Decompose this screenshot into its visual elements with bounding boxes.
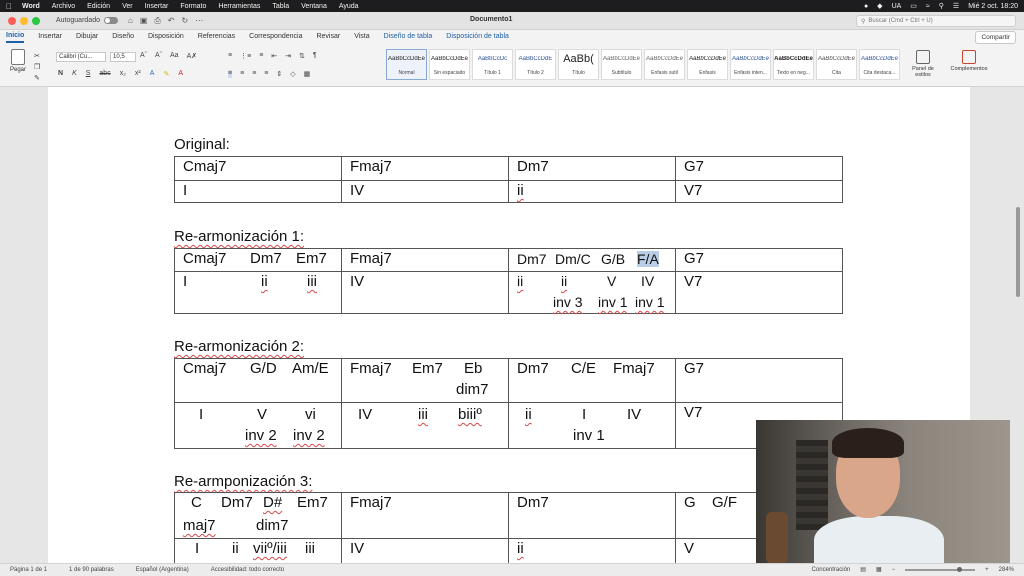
- status-bar: [0, 563, 1024, 576]
- multilevel-icon[interactable]: ≡: [259, 52, 264, 59]
- print-layout-icon[interactable]: ▤: [860, 567, 866, 573]
- style-name: Subtítulo: [611, 70, 632, 76]
- degree-label: I: [582, 406, 587, 423]
- table-cell[interactable]: [175, 249, 342, 272]
- clear-format-icon[interactable]: A✗: [186, 53, 198, 60]
- tab-disposicion[interactable]: Disposición: [148, 33, 184, 40]
- inversion-label: inv 2: [245, 427, 277, 444]
- degree-label: V: [257, 406, 268, 423]
- style-name: Énfasis inten...: [734, 70, 767, 76]
- person-shirt: [814, 516, 944, 564]
- table-cell[interactable]: G7: [676, 249, 843, 272]
- paste-button[interactable]: [6, 49, 30, 73]
- degree-label: V: [607, 273, 617, 289]
- locale-badge[interactable]: UA: [891, 2, 902, 10]
- dropbox-icon[interactable]: ◆: [877, 3, 883, 10]
- styles-gallery: [386, 49, 900, 80]
- table-cell[interactable]: IV: [342, 539, 509, 567]
- inversion-label: inv 3: [553, 294, 583, 310]
- align-center-icon[interactable]: ≡: [240, 70, 245, 77]
- chord-table-rearm-3[interactable]: [174, 492, 843, 567]
- clock[interactable]: Mié 2 oct. 18:20: [968, 2, 1018, 10]
- table-cell[interactable]: [175, 272, 342, 314]
- selected-chord-label: F/A: [637, 251, 659, 267]
- menu-ver[interactable]: Ver: [116, 2, 127, 10]
- record-icon[interactable]: ●: [863, 2, 869, 10]
- chord-label: Em7: [412, 360, 443, 377]
- style-sample: AaBbCcDdE: [518, 56, 553, 62]
- chord-label: Cmaj7: [183, 360, 227, 377]
- font-color-icon[interactable]: A: [178, 70, 183, 77]
- style-sample: AaBbCcDdEe: [645, 56, 684, 62]
- control-center-icon[interactable]: ☰: [952, 3, 960, 10]
- table-cell[interactable]: IV: [342, 181, 509, 203]
- clipboard-icon: [11, 49, 25, 65]
- font-name-select[interactable]: Calibri (Cu...: [56, 52, 106, 62]
- style-enfasis-sutil[interactable]: [644, 49, 685, 80]
- bold-icon[interactable]: N: [58, 70, 64, 77]
- increase-indent-icon[interactable]: ⇥: [285, 53, 292, 60]
- degree-label: ii: [561, 273, 568, 289]
- chord-label: dim7: [256, 517, 289, 534]
- tab-vista[interactable]: Vista: [354, 33, 370, 40]
- degree-label: ii: [517, 273, 524, 289]
- degree-label: ii: [525, 406, 532, 423]
- addins-label: Complementos: [950, 66, 988, 72]
- italic-icon[interactable]: K: [72, 70, 77, 77]
- underline-icon[interactable]: S: [85, 70, 91, 77]
- menu-formato[interactable]: Formato: [174, 2, 201, 10]
- style-name: Sin espaciado: [433, 70, 466, 76]
- chord-table-rearm-1[interactable]: [174, 248, 843, 314]
- table-cell[interactable]: G7: [676, 157, 843, 181]
- style-cita-destacada[interactable]: [859, 49, 900, 80]
- chord-label: G: [684, 494, 696, 511]
- change-case-icon[interactable]: Aa: [170, 52, 179, 59]
- numbering-icon[interactable]: ⋮≡: [240, 53, 252, 60]
- degree-label: iii: [305, 540, 315, 557]
- degree-label: iii: [418, 406, 428, 423]
- table-cell[interactable]: Cmaj7: [175, 157, 342, 181]
- table-cell[interactable]: V: [676, 539, 843, 567]
- inversion-label: inv 1: [635, 294, 665, 310]
- focus-mode-button[interactable]: Concentración: [811, 566, 851, 573]
- style-sample: AaBbCcDdEe: [688, 56, 727, 62]
- chord-label: G/F: [712, 494, 737, 511]
- sort-icon[interactable]: ⇅: [299, 53, 305, 60]
- menu-edicion[interactable]: Edición: [81, 2, 105, 10]
- style-name: Énfasis: [699, 70, 716, 76]
- tab-insertar[interactable]: Insertar: [38, 33, 63, 40]
- tab-inicio[interactable]: Inicio: [6, 32, 24, 43]
- style-name: Título 2: [527, 70, 544, 76]
- chord-label: Dm/C: [555, 251, 591, 267]
- chord-label: Dm7: [517, 360, 549, 377]
- style-titulo-1[interactable]: [472, 49, 513, 80]
- more-icon[interactable]: ⋯: [195, 15, 204, 25]
- menu-ayuda[interactable]: Ayuda: [332, 2, 353, 10]
- redo-icon[interactable]: ↻: [181, 15, 189, 25]
- acoustic-panel: [796, 440, 828, 530]
- style-sample: AaBbCcDdEe: [387, 56, 426, 62]
- shading-icon[interactable]: ◇: [290, 71, 296, 78]
- style-titulo[interactable]: [558, 49, 599, 80]
- chord-label: G/D: [250, 360, 277, 377]
- chord-label: Am/E: [292, 360, 329, 377]
- decrease-indent-icon[interactable]: ⇤: [271, 53, 278, 60]
- style-normal[interactable]: [386, 49, 427, 80]
- degree-label: IV: [358, 406, 373, 423]
- webcam-overlay: [756, 420, 1010, 564]
- autosave-toggle[interactable]: [104, 17, 118, 24]
- tab-dibujar[interactable]: Dibujar: [76, 33, 99, 40]
- degree-label: biiiº: [458, 406, 482, 423]
- style-sample: AaBbCcDdEe: [860, 56, 899, 62]
- style-sample: AaBbCcDc: [477, 56, 508, 62]
- table-cell[interactable]: I: [175, 181, 342, 203]
- search-icon: ⚲: [861, 18, 866, 25]
- undo-icon[interactable]: ↶: [167, 15, 175, 25]
- addins-icon: [962, 50, 976, 64]
- line-spacing-icon[interactable]: ⇕: [276, 71, 283, 78]
- style-titulo-2[interactable]: [515, 49, 556, 80]
- inversion-label: inv 2: [293, 427, 325, 444]
- addins-button[interactable]: [944, 50, 994, 72]
- zoom-out-icon[interactable]: −: [891, 566, 896, 573]
- close-window-button[interactable]: [8, 17, 16, 25]
- autosave-control[interactable]: [56, 17, 118, 24]
- person-hair: [832, 428, 904, 458]
- borders-icon[interactable]: ▦: [303, 71, 311, 78]
- page-count[interactable]: Página 1 de 1: [10, 567, 48, 573]
- minimize-window-button[interactable]: [20, 17, 28, 25]
- web-layout-icon[interactable]: ▦: [875, 567, 882, 573]
- chord-label: Dm7: [517, 251, 547, 267]
- align-right-icon[interactable]: ≡: [252, 70, 257, 77]
- chord-label: Fmaj7: [350, 360, 392, 377]
- table-cell[interactable]: V7: [676, 403, 843, 449]
- section-heading-rearm-1: [174, 228, 304, 245]
- style-name: Título 1: [484, 70, 501, 76]
- zoom-in-icon[interactable]: +: [985, 566, 989, 573]
- degree-label: ii: [517, 540, 524, 557]
- menu-tabla[interactable]: Tabla: [266, 2, 284, 10]
- style-name: Cita: [832, 70, 841, 76]
- paste-label: Pegar: [9, 67, 26, 73]
- inversion-label: inv 1: [573, 427, 605, 444]
- style-name: Texto en neg...: [777, 70, 810, 76]
- table-cell[interactable]: [509, 181, 676, 203]
- table-cell[interactable]: [175, 403, 342, 449]
- save-icon[interactable]: ▣: [139, 15, 148, 25]
- style-sample: AaBbCcDdEe: [602, 56, 641, 62]
- vertical-scrollbar[interactable]: [1016, 207, 1020, 297]
- degree-label: ii: [261, 273, 268, 290]
- chord-table-rearm-2[interactable]: [174, 358, 843, 449]
- style-sin-espaciado[interactable]: [429, 49, 470, 80]
- chord-label: G/B: [601, 251, 626, 267]
- chord-label: Eb: [464, 360, 483, 377]
- table-cell[interactable]: [342, 359, 509, 403]
- table-cell[interactable]: G7: [676, 359, 843, 403]
- styles-panel-icon: [916, 50, 930, 64]
- degree-label: IV: [627, 406, 642, 423]
- share-button[interactable]: Compartir: [975, 31, 1016, 44]
- table-cell[interactable]: Fmaj7: [342, 249, 509, 272]
- maximize-window-button[interactable]: [32, 17, 40, 25]
- heading-text: Re-armonización 2:: [174, 338, 305, 355]
- shrink-font-icon[interactable]: Aˇ: [155, 52, 162, 59]
- chord-table-original[interactable]: [174, 156, 843, 203]
- degree-label: iii: [307, 273, 317, 290]
- cut-icon[interactable]: ✂: [34, 53, 40, 60]
- language-indicator[interactable]: Español (Argentina): [135, 567, 189, 573]
- justify-icon[interactable]: ≡: [264, 70, 269, 77]
- format-painter-icon[interactable]: ✎: [34, 75, 40, 82]
- text-effects-icon[interactable]: A: [149, 70, 155, 77]
- styles-panel-label: Panel de estilos: [912, 66, 934, 78]
- search-icon[interactable]: ⚲: [938, 3, 944, 10]
- degree-label: viiº/iii: [253, 540, 287, 557]
- style-name: Énfasis sutil: [651, 70, 678, 76]
- table-cell[interactable]: Dm7: [509, 493, 676, 539]
- chord-label: Dm7: [221, 494, 253, 511]
- accessibility-status[interactable]: Accesibilidad: todo correcto: [210, 567, 285, 573]
- menu-archivo[interactable]: Archivo: [45, 2, 70, 10]
- chord-label: Cmaj7: [183, 250, 227, 267]
- tab-diseno-de-tabla[interactable]: Diseño de tabla: [383, 33, 433, 40]
- style-enfasis-intenso[interactable]: [730, 49, 771, 80]
- menu-app[interactable]: Word: [16, 2, 34, 10]
- table-cell[interactable]: [509, 403, 676, 449]
- zoom-slider[interactable]: [905, 569, 975, 571]
- heading-text: Re-armponización 3:: [174, 473, 313, 490]
- table-cell[interactable]: [509, 272, 676, 314]
- table-cell[interactable]: V7: [676, 272, 843, 314]
- chord-label: D#: [263, 494, 283, 511]
- strikethrough-icon[interactable]: abc: [99, 70, 111, 77]
- print-icon[interactable]: ⎙: [154, 15, 161, 25]
- battery-icon[interactable]: ▭: [910, 3, 917, 10]
- table-cell[interactable]: [175, 359, 342, 403]
- degree-label: ii: [517, 182, 524, 199]
- search-placeholder: Buscar (Cmd + Ctrl + U): [868, 18, 933, 24]
- align-left-icon[interactable]: ≡: [228, 70, 233, 77]
- style-sample: AaBbCcDdEe: [731, 56, 770, 62]
- window-titlebar: [0, 12, 1024, 30]
- wifi-icon[interactable]: ≈: [925, 2, 930, 10]
- table-cell[interactable]: V7: [676, 181, 843, 203]
- tab-referencias[interactable]: Referencias: [197, 33, 236, 40]
- table-cell[interactable]: Dm7: [509, 157, 676, 181]
- apple-icon[interactable]: [6, 2, 12, 11]
- style-name: Normal: [398, 70, 415, 76]
- chord-label: maj7: [183, 517, 216, 534]
- table-cell[interactable]: [175, 493, 342, 539]
- style-sample: AaBbCcDdEe: [430, 56, 469, 62]
- section-heading-rearm-3: [174, 473, 312, 490]
- table-cell[interactable]: [342, 403, 509, 449]
- chord-label: Em7: [297, 494, 328, 511]
- degree-label: I: [183, 273, 188, 290]
- zoom-level[interactable]: 284%: [998, 566, 1014, 573]
- chord-label: Fmaj7: [613, 360, 655, 377]
- menu-ventana[interactable]: Ventana: [295, 2, 321, 10]
- chord-label: C/E: [571, 360, 597, 377]
- highlight-icon[interactable]: ✎: [163, 71, 170, 78]
- autosave-label: Autoguardado: [56, 17, 100, 24]
- chord-label: Dm7: [250, 250, 282, 267]
- chord-label: dim7: [456, 381, 489, 398]
- table-cell[interactable]: [509, 359, 676, 403]
- style-sample: AaBbCcDdEe: [817, 56, 856, 62]
- copy-icon[interactable]: ❐: [34, 64, 41, 71]
- document-title: Documento1: [470, 16, 513, 23]
- grow-font-icon[interactable]: Aˆ: [140, 52, 147, 59]
- table-cell[interactable]: IV: [342, 272, 509, 314]
- style-subtitulo[interactable]: [601, 49, 642, 80]
- ribbon-tabs: [0, 30, 1024, 45]
- tab-diseno[interactable]: Diseño: [112, 33, 134, 40]
- bullets-icon[interactable]: ≡: [228, 52, 233, 59]
- search-input[interactable]: [856, 15, 1016, 27]
- subscript-icon[interactable]: x₂: [119, 70, 126, 77]
- chord-label: C: [191, 494, 202, 511]
- font-size-select[interactable]: 10,5: [110, 52, 136, 62]
- menu-herramientas[interactable]: Herramientas: [212, 2, 255, 10]
- menu-insertar[interactable]: Insertar: [138, 2, 163, 10]
- guitar-shape: [766, 512, 788, 564]
- style-enfasis[interactable]: [687, 49, 728, 80]
- degree-label: vi: [305, 406, 316, 423]
- style-cita[interactable]: [816, 49, 857, 80]
- style-sample: AaBb(: [563, 53, 594, 65]
- superscript-icon[interactable]: x²: [134, 70, 141, 77]
- tab-correspondencia[interactable]: Correspondencia: [249, 33, 303, 40]
- degree-label: ii: [232, 540, 239, 557]
- ribbon-home: [0, 45, 1024, 87]
- show-marks-icon[interactable]: ¶: [312, 52, 317, 59]
- degree-label: IV: [641, 273, 655, 289]
- tab-revisar[interactable]: Revisar: [316, 33, 341, 40]
- style-sample: AaBbCcDdEe: [774, 56, 813, 62]
- styles-panel-button[interactable]: [908, 50, 938, 78]
- table-cell[interactable]: Fmaj7: [342, 157, 509, 181]
- degree-label: I: [199, 406, 204, 423]
- macos-menubar: [0, 0, 1024, 12]
- table-cell[interactable]: [509, 249, 676, 272]
- chord-label: Em7: [296, 250, 327, 267]
- style-texto-en-negrita[interactable]: [773, 49, 814, 80]
- section-heading-original: Original:: [174, 136, 230, 153]
- degree-label: I: [195, 540, 200, 557]
- inversion-label: inv 1: [598, 294, 628, 310]
- heading-text: Re-armonización 1:: [174, 228, 305, 245]
- word-count[interactable]: 1 de 90 palabras: [69, 567, 114, 573]
- style-name: Cita destaca...: [863, 70, 896, 76]
- section-heading-rearm-2: [174, 338, 304, 355]
- tab-disposicion-de-tabla[interactable]: Disposición de tabla: [446, 33, 509, 40]
- home-icon[interactable]: ⌂: [127, 15, 133, 25]
- style-name: Título: [572, 70, 585, 76]
- table-cell[interactable]: Fmaj7: [342, 493, 509, 539]
